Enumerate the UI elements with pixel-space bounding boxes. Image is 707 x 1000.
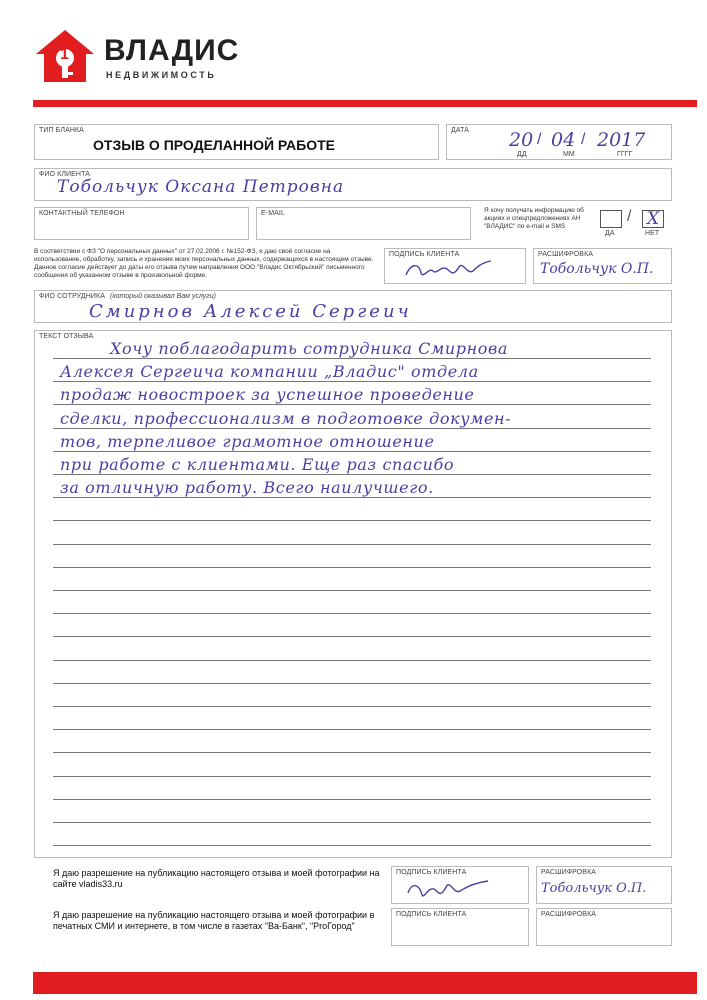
date-year: 2017 (597, 129, 646, 151)
ruled-line (53, 706, 651, 707)
yes-label: ДА (605, 230, 615, 237)
ruled-line (53, 520, 651, 521)
permission-site-text: Я даю разрешение на публикацию настоящего отзыва и моей фотографии на сайте vladis33.ru (53, 868, 380, 889)
date-label: ДАТА (451, 127, 469, 134)
ruled-line (53, 474, 651, 475)
client-signature-field[interactable] (384, 248, 526, 284)
review-label: ТЕКСТ ОТЗЫВА (39, 333, 94, 340)
permission-media-text: Я даю разрешение на публикацию настоящего отзыва и моей фотографии в печатных СМИ и интернете, в том числе в газетах "Ва-Банк", "РroГород" (53, 910, 375, 931)
ruled-line (53, 358, 651, 359)
consent-text: В соответствии с ФЗ "О персональных данных" от 27.02.2006 г. №152-ФЗ, я даю своё согласие на использование, обработку, запись и хранение моих персональных данных, содержащихся в настоящем отзыве. Данное согласие действует до даты его отзыва путем направления ООО "Владис Октябрьский" письменного сообщения об указанном отзыве в произвольной форме. (34, 248, 374, 279)
dd-label: ДД (517, 151, 527, 158)
client-signature (401, 257, 501, 283)
ruled-line (53, 845, 651, 846)
review-line: Хочу поблагодарить сотрудника Смирнова (110, 339, 509, 358)
decode-label: РАСШИФРОВКА (538, 251, 594, 258)
site-client-signature (404, 877, 494, 903)
promo-no-checkbox[interactable] (642, 210, 664, 228)
yyyy-label: ГГГГ (617, 151, 633, 158)
client-name-field[interactable] (34, 168, 672, 201)
form-type-label: ТИП БЛАНКА (39, 127, 84, 134)
logo (34, 28, 254, 88)
site-decode-value: Тобольчук О.П. (541, 881, 647, 896)
ruled-line (53, 729, 651, 730)
brand-subtitle: НЕДВИЖИМОСТЬ (106, 70, 217, 80)
review-line: за отличную работу. Всего наилучшего. (60, 478, 434, 497)
site-signature-label: ПОДПИСЬ КЛИЕНТА (396, 869, 467, 876)
promo-text: Я хочу получать информацию об акциях и спецпредложениях АН "ВЛАДИС" по e-mail и SMS (484, 207, 584, 230)
ruled-line (53, 428, 651, 429)
date-day: 20 (509, 129, 534, 151)
ruled-line (53, 636, 651, 637)
ruled-line (53, 752, 651, 753)
decode-value: Тобольчук О.П. (540, 261, 654, 277)
phone-field[interactable] (34, 207, 249, 240)
review-line: продаж новостроек за успешное проведение (60, 385, 475, 404)
ruled-line (53, 799, 651, 800)
checkbox-separator: / (627, 208, 632, 225)
media-decode-label: РАСШИФРОВКА (541, 911, 597, 918)
employee-name-field[interactable] (34, 290, 672, 323)
site-signature-field[interactable] (391, 866, 529, 904)
employee-name-value: Смирнов Алексей Сергеич (89, 301, 412, 322)
date-month: 04 (551, 129, 576, 151)
ruled-line (53, 451, 651, 452)
phone-label: КОНТАКТНЫЙ ТЕЛЕФОН (39, 210, 125, 217)
logo-digit: 1 (60, 46, 69, 63)
ruled-line (53, 404, 651, 405)
mm-label: ММ (563, 151, 575, 158)
email-label: E-MAIL (261, 210, 285, 217)
site-decode-field[interactable] (536, 866, 672, 904)
media-signature-field[interactable] (391, 908, 529, 946)
ruled-line (53, 776, 651, 777)
review-line: сделки, профессионализм в подготовке докумен- (60, 409, 512, 428)
client-signature-label: ПОДПИСЬ КЛИЕНТА (389, 251, 460, 258)
top-red-bar (33, 100, 697, 107)
ruled-line (53, 497, 651, 498)
site-decode-label: РАСШИФРОВКА (541, 869, 597, 876)
brand-name: ВЛАДИС (104, 34, 240, 67)
ruled-line (53, 683, 651, 684)
review-line: Алексея Сергеича компании „Владис" отдела (60, 362, 479, 381)
employee-note: (который оказывал Вам услуги) (110, 293, 216, 300)
form-type-box (34, 124, 439, 160)
no-label: НЕТ (645, 230, 660, 237)
date-slash-2: / (581, 131, 586, 148)
media-decode-field[interactable] (536, 908, 672, 946)
client-name-label: ФИО КЛИЕНТА (39, 171, 90, 178)
form-title: ОТЗЫВ О ПРОДЕЛАННОЙ РАБОТЕ (93, 137, 335, 153)
ruled-line (53, 613, 651, 614)
decode-field[interactable] (533, 248, 672, 284)
ruled-line (53, 660, 651, 661)
ruled-line (53, 590, 651, 591)
promo-no-mark: Х (647, 209, 660, 229)
review-line: тов, терпеливое грамотное отношение (60, 432, 435, 451)
email-field[interactable] (256, 207, 471, 240)
date-slash-1: / (537, 131, 542, 148)
ruled-line (53, 822, 651, 823)
review-line: при работе с клиентами. Еще раз спасибо (60, 455, 455, 474)
employee-label: ФИО СОТРУДНИКА (39, 293, 105, 300)
ruled-line (53, 544, 651, 545)
ruled-line (53, 567, 651, 568)
bottom-red-bar (33, 972, 697, 994)
promo-yes-checkbox[interactable] (600, 210, 622, 228)
ruled-line (53, 381, 651, 382)
client-name-value: Тобольчук Оксана Петровна (57, 177, 345, 197)
date-box (446, 124, 672, 160)
media-signature-label: ПОДПИСЬ КЛИЕНТА (396, 911, 467, 918)
